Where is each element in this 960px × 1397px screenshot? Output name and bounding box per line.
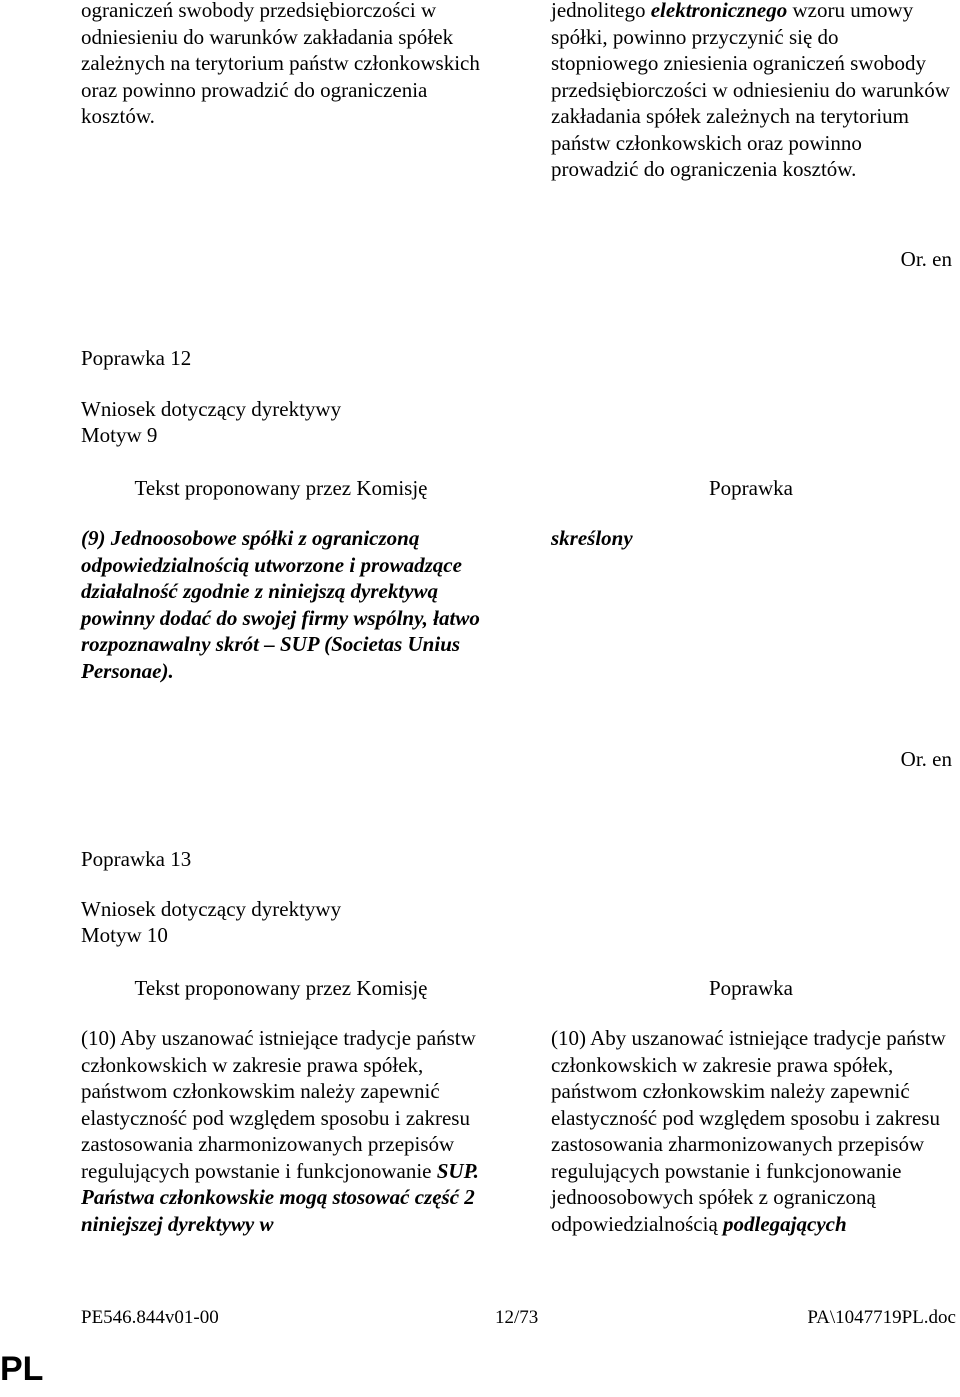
amendment-header: Poprawka	[709, 976, 793, 1000]
footer-file-name: PA\1047719PL.doc	[807, 1307, 956, 1328]
commission-text-header: Tekst proponowany przez Komisję	[134, 476, 428, 500]
amendment-header: Poprawka	[709, 476, 793, 500]
amendment-title: Poprawka 12	[81, 346, 192, 370]
amendment-title: Poprawka 13	[81, 847, 192, 871]
commission-text: (9) Jednoosobowe spółki z ograniczoną odpowiedzialnością utworzone i prowadzące działalność zgodnie z niniejszą dyrektywą powinny dodać do swojej firmy wspólny, łatwo rozpoznawalny skrót – SUP (Societas Unius Personae).	[81, 526, 480, 683]
prev-left-text: ograniczeń swobody przedsiębiorczości w odniesieniu do warunków zakładania spółek zależnych na terytorium państw członkowskich oraz powinno prowadzić do ograniczenia kosztów.	[81, 0, 480, 128]
commission-text-header: Tekst proponowany przez Komisję	[134, 976, 428, 1000]
amendment-text: skreślony	[551, 526, 633, 550]
footer-page-number: 12/73	[495, 1307, 539, 1328]
recital-label: Motyw 10	[81, 923, 168, 947]
footer-doc-ref: PE546.844v01-00	[81, 1307, 219, 1328]
prev-right-text: jednolitego elektronicznego wzoru umowy spółki, powinno przyczynić się do stopniowego zniesienia ograniczeń swobody przedsiębiorczości w odniesieniu do warunków zakładania spółek zależnych na terytorium państw członkowskich oraz powinno prowadzić do ograniczenia kosztów.	[551, 0, 950, 181]
original-language-1: Or. en	[900, 247, 952, 271]
proposal-label: Wniosek dotyczący dyrektywy	[81, 897, 342, 921]
original-language-2: Or. en	[900, 747, 952, 771]
proposal-label: Wniosek dotyczący dyrektywy	[81, 397, 342, 421]
amendment-text: (10) Aby uszanować istniejące tradycje państw członkowskich w zakresie prawa spółek, państwom członkowskim należy zapewnić elastyczność pod względem sposobu i zakresu zastosowania zharmonizowanych przepisów regulujących powstanie i funkcjonowanie jednoosobowych spółek z ograniczoną odpowiedzialnością podlegających	[551, 1026, 946, 1236]
recital-label: Motyw 9	[81, 423, 158, 447]
commission-text: (10) Aby uszanować istniejące tradycje państw członkowskich w zakresie prawa spółek, państwom członkowskim należy zapewnić elastyczność pod względem sposobu i zakresu zastosowania zharmonizowanych przepisów regulujących powstanie i funkcjonowanie SUP. Państwa członkowskie mogą stosować część 2 niniejszej dyrektywy w	[81, 1026, 479, 1236]
language-code: PL	[0, 1350, 44, 1388]
